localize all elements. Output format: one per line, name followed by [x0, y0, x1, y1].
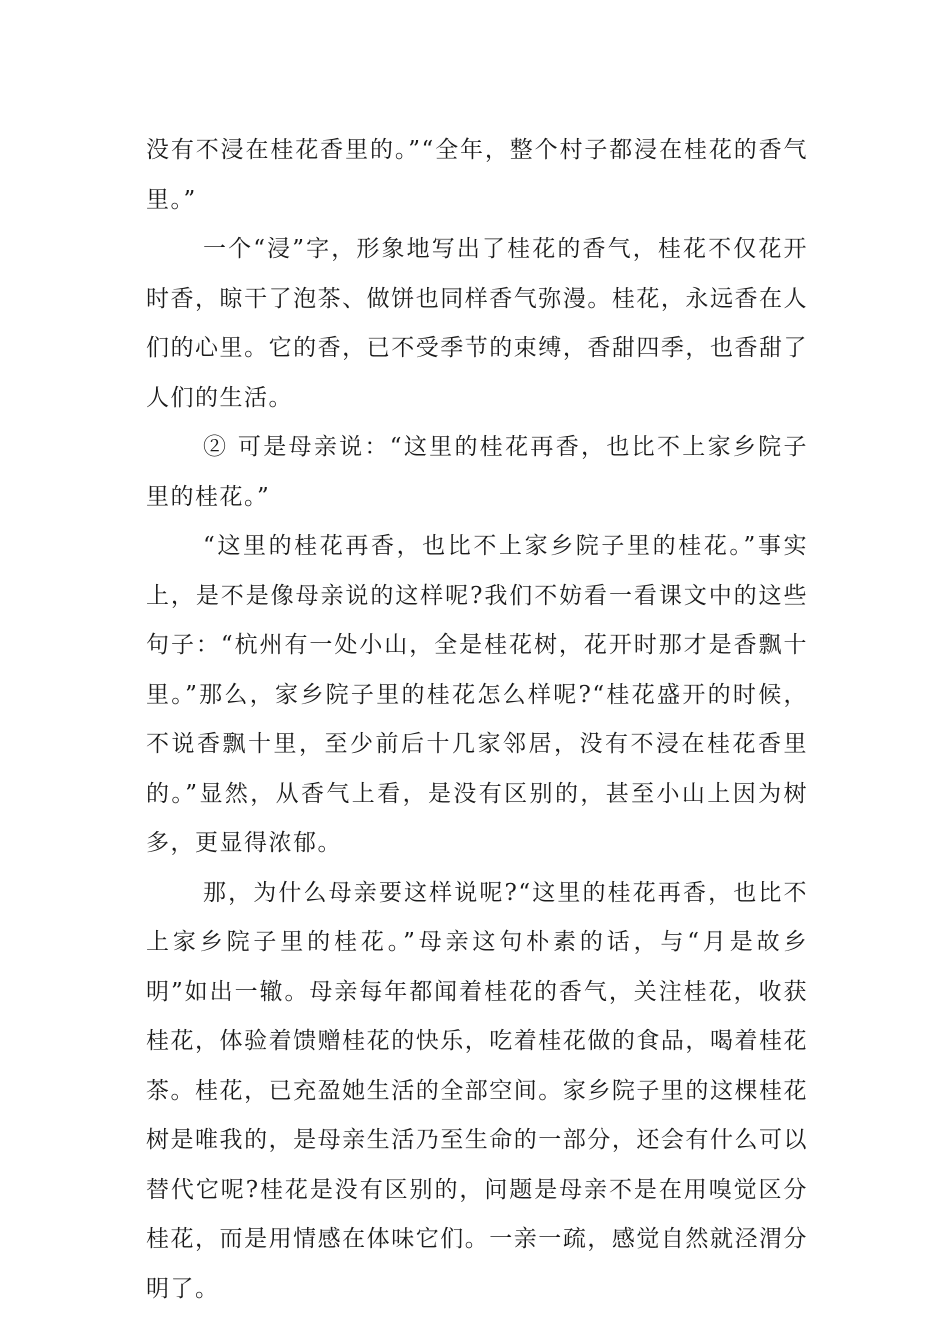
- paragraph-comparison: “这里的桂花再香，也比不上家乡院子里的桂花。”事实上，是不是像母亲说的这样呢?我们不妨看一看课文中的这些句子：“杭州有一处小山，全是桂花树，花开时那才是香飘十里。”那么，家乡院子里的桂花怎么样呢?“桂花盛开的时候，不说香飘十里，至少前后十几家邻居，没有不浸在桂花香里的。”显然，从香气上看，是没有区别的，甚至小山上因为树多，更显得浓郁。: [146, 533, 808, 856]
- paragraph-continuation: 没有不浸在桂花香里的。”“全年，整个村子都浸在桂花的香气里。”: [146, 137, 808, 213]
- paragraph-mother-quote: ② 可是母亲说：“这里的桂花再香，也比不上家乡院子里的桂花。”: [146, 434, 808, 510]
- paragraph-why-mother: 那，为什么母亲要这样说呢?“这里的桂花再香，也比不上家乡院子里的桂花。”母亲这句朴素的话，与“月是故乡明”如出一辙。母亲每年都闻着桂花的香气，关注桂花，收获桂花，体验着馈赠桂花的快乐，吃着桂花做的食品，喝着桂花茶。桂花，已充盈她生活的全部空间。家乡院子里的这棵桂花树是唯我的，是母亲生活乃至生命的一部分，还会有什么可以替代它呢?桂花是没有区别的，问题是母亲不是在用嗅觉区分桂花，而是用情感在体味它们。一亲一疏，感觉自然就泾渭分明了。: [146, 879, 808, 1302]
- body-text: [146, 126, 808, 1314]
- paragraph-jin-character: 一个“浸”字，形象地写出了桂花的香气，桂花不仅花开时香，晾干了泡茶、做饼也同样香气弥漫。桂花，永远香在人们的心里。它的香，已不受季节的束缚，香甜四季，也香甜了人们的生活。: [146, 236, 808, 411]
